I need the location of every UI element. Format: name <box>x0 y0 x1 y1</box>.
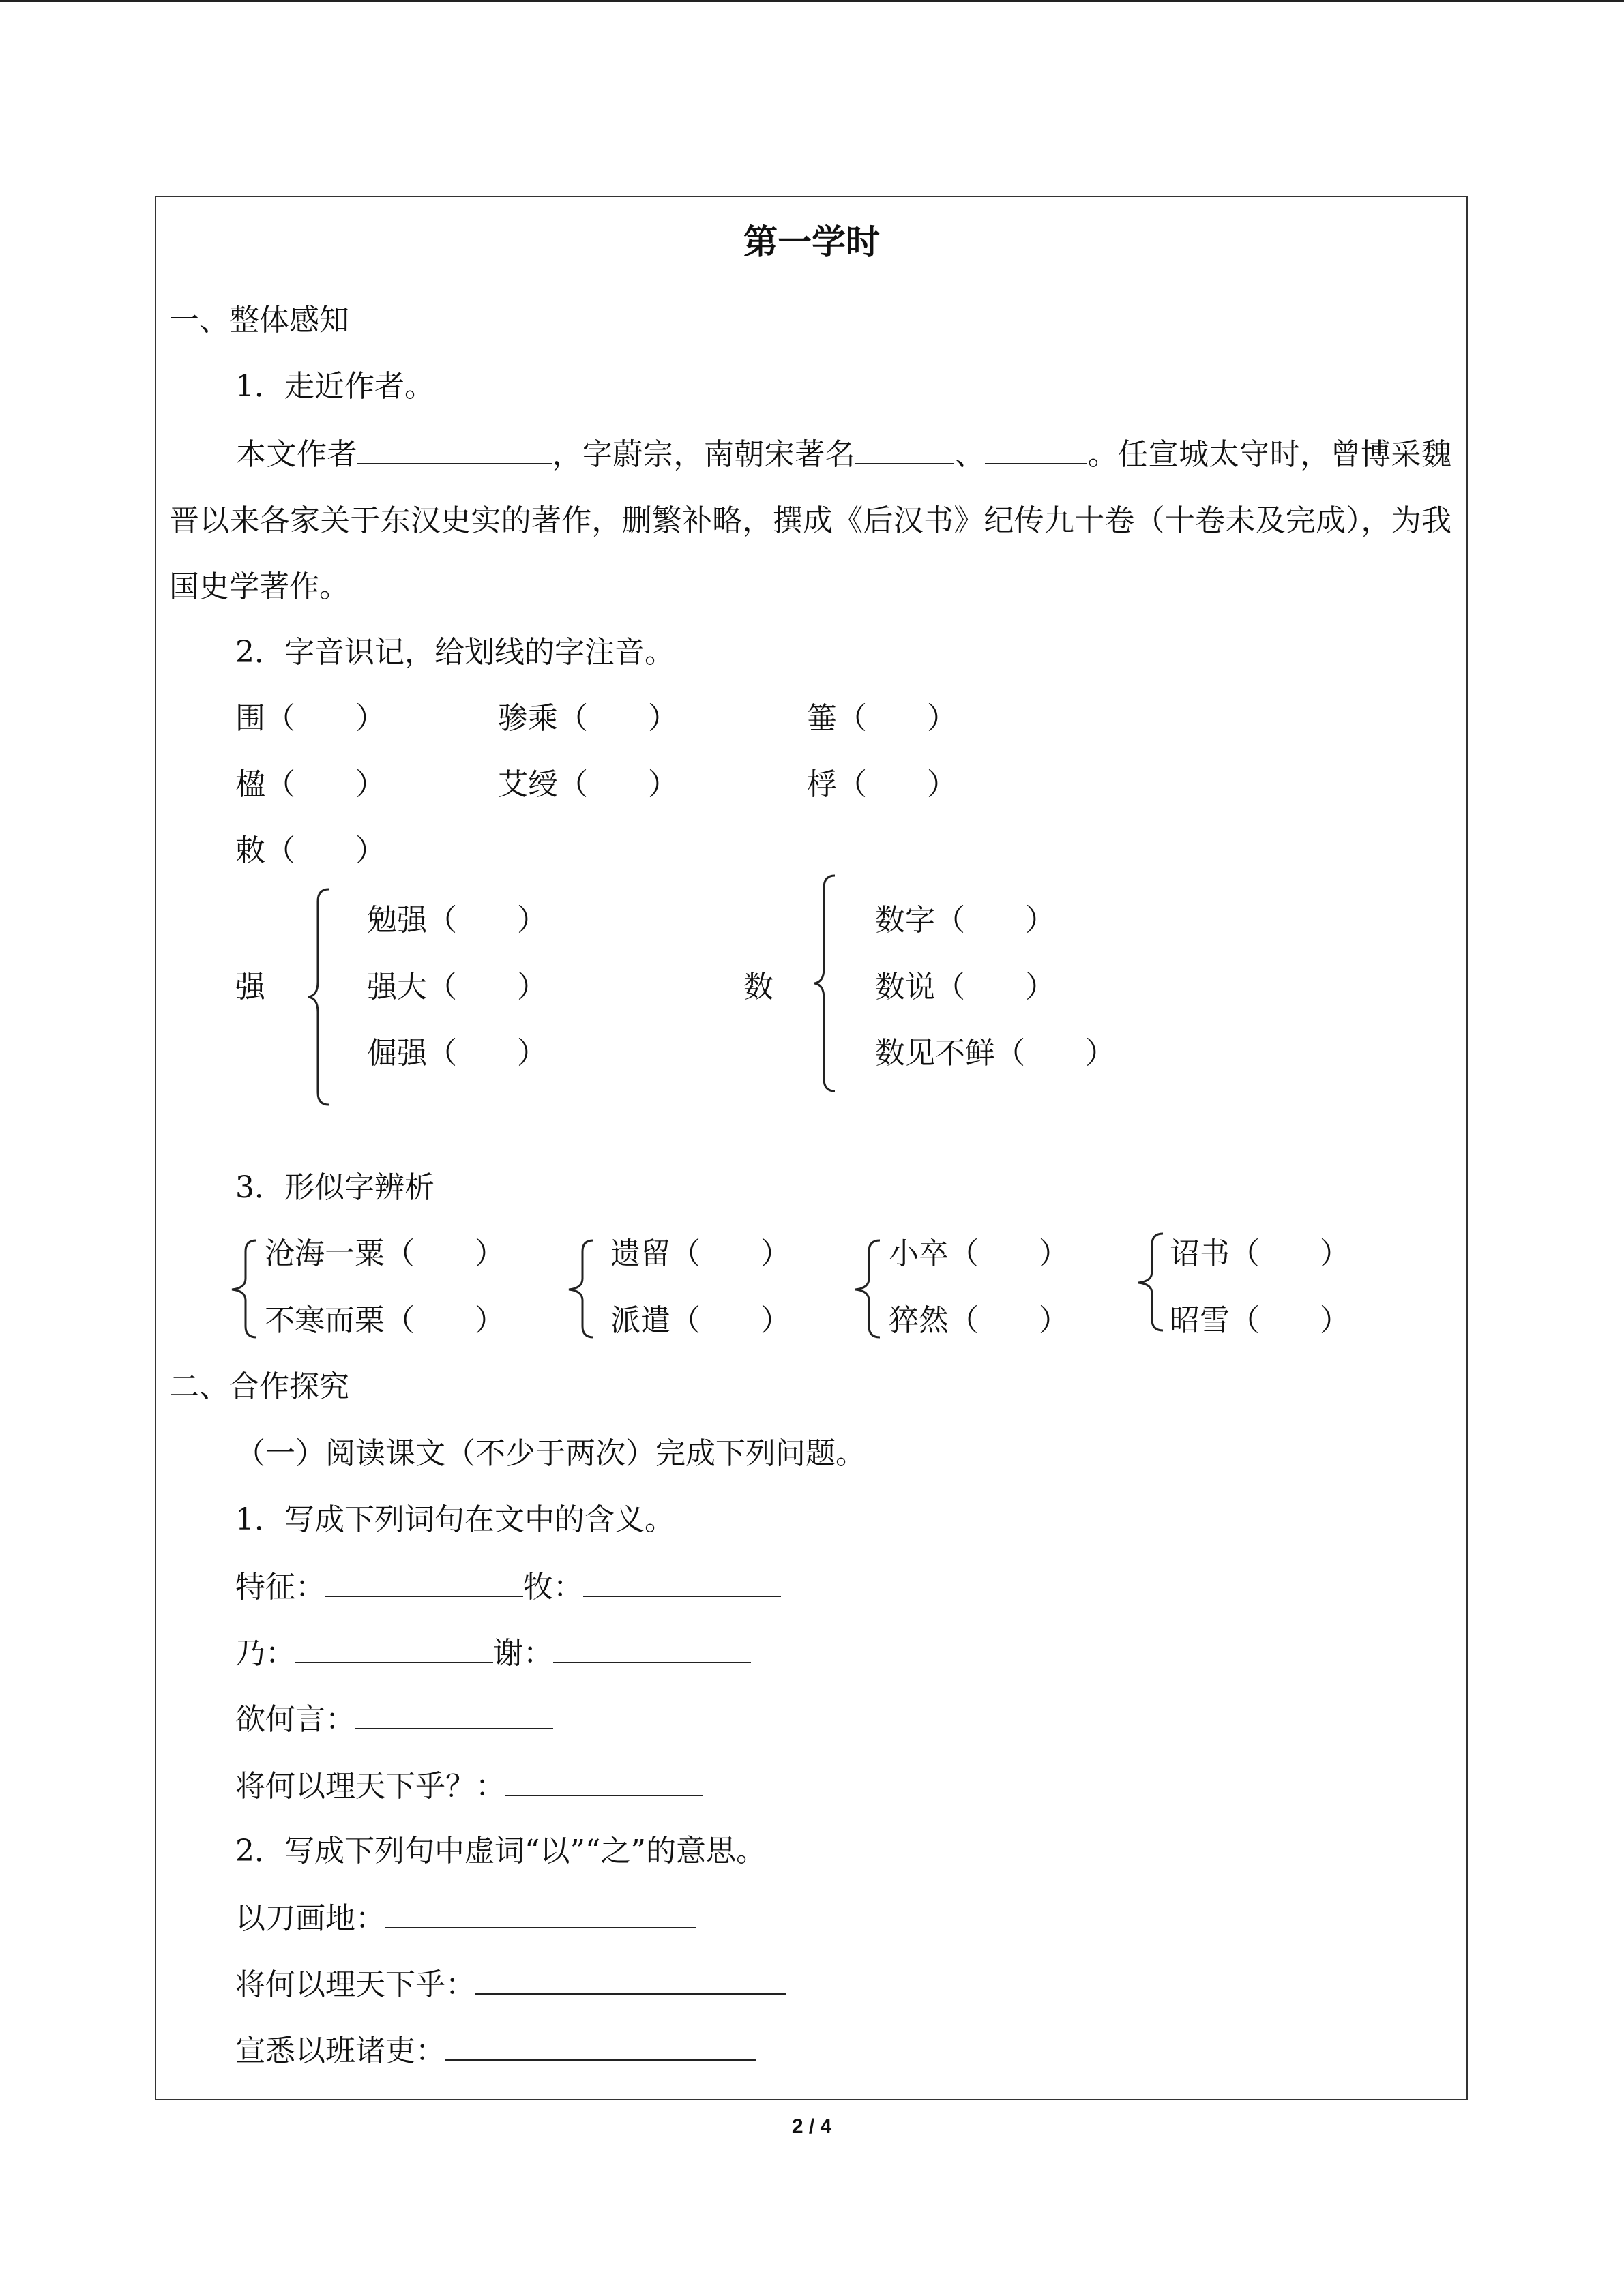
term-row <box>235 1566 781 1608</box>
profession-blank-2[interactable] <box>985 433 1087 464</box>
answer-blank[interactable] <box>583 1566 781 1597</box>
term-label: 特征： <box>235 1570 325 1605</box>
answer-blank[interactable] <box>475 1963 786 1995</box>
answer-blank[interactable] <box>355 1698 553 1729</box>
left-brace-icon <box>812 874 839 1092</box>
left-brace-icon <box>566 1238 596 1340</box>
polyphone-item: 数说（ ） <box>875 970 1055 1004</box>
top-border-line <box>0 0 1624 2</box>
pron-item: 骖乘（ ） <box>498 701 678 736</box>
pron-item: 桴（ ） <box>807 767 957 802</box>
reading-instruction: （一）阅读课文（不少于两次）完成下列问题。 <box>235 1436 866 1471</box>
question-2-2: 2．写成下列句中虚词“以”“之”的意思。 <box>235 1834 766 1868</box>
polyphone-char-shu: 数 <box>743 970 773 1004</box>
section-heading-1: 一、整体感知 <box>169 303 349 338</box>
pron-item: 箠（ ） <box>807 701 957 736</box>
polyphone-item: 倔强（ ） <box>367 1036 547 1071</box>
question-2: 2．字音识记，给划线的字注音。 <box>235 635 675 670</box>
polyphone-item: 勉强（ ） <box>367 903 547 938</box>
polyphone-item: 数见不鲜（ ） <box>875 1036 1115 1071</box>
question-1: 1．走近作者。 <box>235 369 434 404</box>
left-brace-icon <box>853 1238 883 1340</box>
similar-item: 小卒（ ） <box>889 1236 1069 1271</box>
term-label: 欲何言： <box>235 1702 355 1737</box>
similar-item: 不寒而栗（ ） <box>265 1303 505 1338</box>
author-text-d: 。任宣城太守时，曾博采魏晋以来各家关于东汉史实的著作，删繁补略，撰成《后汉书》纪传九十卷（十卷未及完成），为我国史学著作。 <box>169 437 1452 604</box>
term-row <box>235 1765 703 1807</box>
similar-item: 派遣（ ） <box>610 1303 791 1338</box>
answer-blank[interactable] <box>553 1632 751 1663</box>
answer-blank[interactable] <box>385 1897 696 1928</box>
term-label: 将何以理天下乎？： <box>235 1769 505 1804</box>
answer-blank[interactable] <box>295 1632 493 1663</box>
term-row <box>235 1632 751 1674</box>
left-brace-icon <box>1136 1231 1166 1333</box>
similar-item: 诏书（ ） <box>1170 1236 1350 1271</box>
answer-blank[interactable] <box>505 1765 703 1796</box>
answer-blank[interactable] <box>445 2029 756 2061</box>
pron-item: 敕（ ） <box>235 833 385 868</box>
profession-blank-1[interactable] <box>855 433 954 464</box>
author-text-a: 本文作者 <box>236 437 357 472</box>
question-2-1: 1．写成下列词句在文中的含义。 <box>235 1502 675 1537</box>
sentence-label: 以刀画地： <box>235 1901 385 1936</box>
question-3: 3．形似字辨析 <box>235 1170 434 1205</box>
similar-item: 遗留（ ） <box>610 1236 791 1271</box>
left-brace-icon <box>229 1238 259 1340</box>
similar-item: 沧海一粟（ ） <box>265 1236 505 1271</box>
pron-item: 艾绶（ ） <box>498 767 678 802</box>
page-number: 2 / 4 <box>791 2115 832 2138</box>
term-row <box>235 1698 553 1740</box>
sentence-label: 将何以理天下乎： <box>235 1967 475 2002</box>
polyphone-char-qiang: 强 <box>235 970 265 1004</box>
pron-item: 围（ ） <box>235 701 385 736</box>
term-label: 乃： <box>235 1636 295 1671</box>
sentence-row <box>235 1963 786 2006</box>
section-heading-2: 二、合作探究 <box>169 1369 349 1404</box>
author-text-b: ，字蔚宗，南朝宋著名 <box>551 437 856 472</box>
author-paragraph <box>169 421 1451 620</box>
author-name-blank[interactable] <box>357 433 552 464</box>
pron-item: 楹（ ） <box>235 767 385 802</box>
left-brace-icon <box>306 888 333 1106</box>
sentence-row <box>235 1897 696 1939</box>
polyphone-item: 强大（ ） <box>367 970 547 1004</box>
sentence-row <box>235 2029 756 2072</box>
similar-item: 昭雪（ ） <box>1170 1303 1350 1338</box>
polyphone-item: 数字（ ） <box>875 903 1055 938</box>
page-title: 第一学时 <box>743 222 880 262</box>
author-text-c: 、 <box>954 437 986 472</box>
similar-item: 猝然（ ） <box>889 1303 1069 1338</box>
answer-blank[interactable] <box>325 1566 523 1597</box>
sentence-label: 宣悉以班诸吏： <box>235 2033 445 2068</box>
term-label: 谢： <box>493 1636 553 1671</box>
term-label: 牧： <box>523 1570 583 1605</box>
